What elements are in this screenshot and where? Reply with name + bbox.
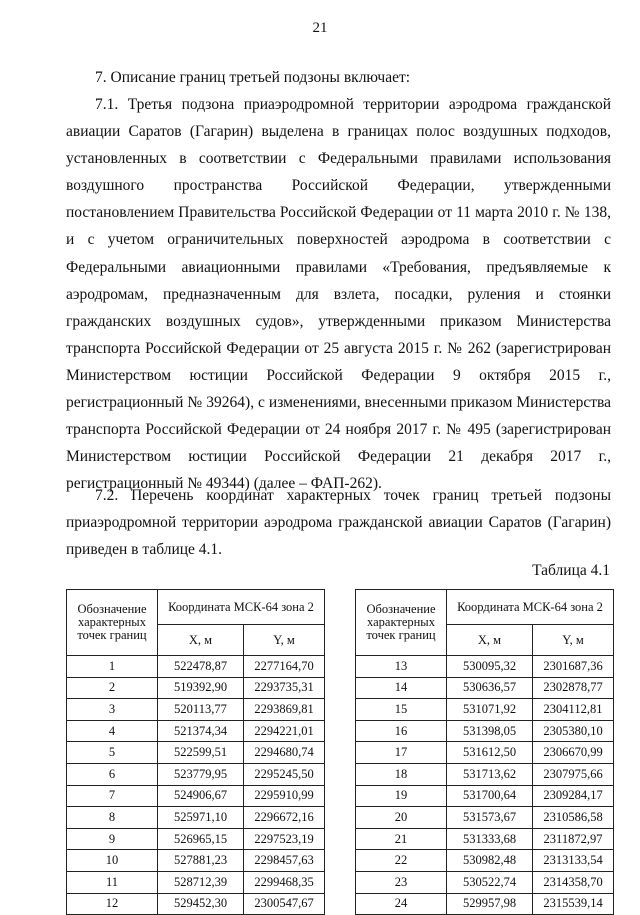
cell-point-number: 14 xyxy=(356,677,447,699)
cell-point-number: 3 xyxy=(67,699,158,721)
cell-y: 2307975,66 xyxy=(533,763,614,785)
table-row xyxy=(356,785,614,807)
cell-y: 2294221,01 xyxy=(244,720,325,742)
cell-y: 2315539,14 xyxy=(533,893,614,915)
cell-y: 2297523,19 xyxy=(244,828,325,850)
cell-point-number: 10 xyxy=(67,850,158,872)
table-row xyxy=(67,677,325,699)
table-row xyxy=(67,720,325,742)
cell-x: 529957,98 xyxy=(447,893,533,915)
cell-x: 527881,23 xyxy=(158,850,244,872)
cell-point-number: 5 xyxy=(67,742,158,764)
table-row xyxy=(356,807,614,829)
cell-point-number: 13 xyxy=(356,656,447,678)
cell-y: 2293869,81 xyxy=(244,699,325,721)
cell-y: 2295245,50 xyxy=(244,763,325,785)
cell-x: 526965,15 xyxy=(158,828,244,850)
table-row xyxy=(67,828,325,850)
table-row xyxy=(356,699,614,721)
cell-point-number: 20 xyxy=(356,807,447,829)
table-row xyxy=(356,720,614,742)
cell-point-number: 24 xyxy=(356,893,447,915)
header-y: Y, м xyxy=(533,625,614,656)
table-row xyxy=(356,742,614,764)
cell-y: 2296672,16 xyxy=(244,807,325,829)
cell-x: 530982,48 xyxy=(447,850,533,872)
cell-y: 2277164,70 xyxy=(244,656,325,678)
cell-point-number: 2 xyxy=(67,677,158,699)
cell-y: 2295910,99 xyxy=(244,785,325,807)
cell-x: 531612,50 xyxy=(447,742,533,764)
cell-x: 531700,64 xyxy=(447,785,533,807)
table-row xyxy=(356,763,614,785)
cell-x: 525971,10 xyxy=(158,807,244,829)
table-row xyxy=(67,850,325,872)
header-x: X, м xyxy=(447,625,533,656)
cell-point-number: 15 xyxy=(356,699,447,721)
cell-point-number: 7 xyxy=(67,785,158,807)
cell-x: 522599,51 xyxy=(158,742,244,764)
section-7-heading: 7. Описание границ третьей подзоны включает: xyxy=(95,69,411,86)
table-row xyxy=(356,677,614,699)
table-row xyxy=(67,742,325,764)
cell-y: 2298457,63 xyxy=(244,850,325,872)
cell-x: 531398,05 xyxy=(447,720,533,742)
cell-y: 2293735,31 xyxy=(244,677,325,699)
header-coordinate-system: Координата МСК-64 зона 2 xyxy=(158,590,325,625)
coordinates-table-left xyxy=(66,589,325,915)
section-7-1-paragraph: 7.1. Третья подзона приаэродромной территории аэродрома гражданской авиации Саратов (Гагарин) выделена в границах полос воздушных подходов, установленных в соответствии с Федеральными правилами использования воздушного пространства Российской Федерации, утвержденными постановлением Правительства Российской Федерации от 11 марта 2010 г. № 138, и с учетом ограничительных поверхностей аэродрома в соответствии с Федеральными авиационными правилами «Требования, предъявляемые к аэродромам, предназначенным для взлета, посадки, руления и стоянки гражданских воздушных судов», утвержденными приказом Министерства транспорта Российской Федерации от 25 августа 2015 г. № 262 (зарегистрирован Министерством юстиции Российской Федерации 9 октября 2015 г., регистрационный № 39264), с изменениями, внесенными приказом Министерства транспорта Российской Федерации от 24 ноября 2017 г. № 495 (зарегистрирован Министерством юстиции Российской Федерации 21 декабря 2017 г., регистрационный № 49344) (далее – ФАП-262). xyxy=(66,96,611,493)
cell-x: 523779,95 xyxy=(158,763,244,785)
cell-x: 524906,67 xyxy=(158,785,244,807)
cell-y: 2301687,36 xyxy=(533,656,614,678)
cell-x: 530095,32 xyxy=(447,656,533,678)
cell-point-number: 17 xyxy=(356,742,447,764)
cell-y: 2306670,99 xyxy=(533,742,614,764)
cell-point-number: 9 xyxy=(67,828,158,850)
table-row xyxy=(67,785,325,807)
table-row xyxy=(67,871,325,893)
cell-x: 522478,87 xyxy=(158,656,244,678)
cell-x: 521374,34 xyxy=(158,720,244,742)
table-row xyxy=(356,656,614,678)
header-point-name: Обозначение характерных точек границ xyxy=(67,590,158,656)
cell-y: 2311872,97 xyxy=(533,828,614,850)
cell-point-number: 23 xyxy=(356,871,447,893)
table-row xyxy=(356,893,614,915)
coordinates-table-right xyxy=(355,589,614,915)
cell-x: 528712,39 xyxy=(158,871,244,893)
cell-y: 2304112,81 xyxy=(533,699,614,721)
cell-point-number: 19 xyxy=(356,785,447,807)
cell-point-number: 4 xyxy=(67,720,158,742)
table-caption: Таблица 4.1 xyxy=(532,562,610,579)
cell-x: 531333,68 xyxy=(447,828,533,850)
cell-point-number: 8 xyxy=(67,807,158,829)
cell-point-number: 6 xyxy=(67,763,158,785)
cell-x: 530522,74 xyxy=(447,871,533,893)
table-row xyxy=(356,871,614,893)
cell-point-number: 1 xyxy=(67,656,158,678)
table-row xyxy=(67,699,325,721)
cell-y: 2313133,54 xyxy=(533,850,614,872)
header-x: X, м xyxy=(158,625,244,656)
cell-y: 2300547,67 xyxy=(244,893,325,915)
page-number: 21 xyxy=(312,20,328,36)
cell-y: 2294680,74 xyxy=(244,742,325,764)
cell-point-number: 21 xyxy=(356,828,447,850)
cell-x: 529452,30 xyxy=(158,893,244,915)
cell-y: 2299468,35 xyxy=(244,871,325,893)
cell-y: 2310586,58 xyxy=(533,807,614,829)
table-row xyxy=(67,807,325,829)
cell-y: 2302878,77 xyxy=(533,677,614,699)
cell-x: 519392,90 xyxy=(158,677,244,699)
section-7-2-paragraph: 7.2. Перечень координат характерных точек границ третьей подзоны приаэродромной территории аэродрома гражданской авиации Саратов (Гагарин) приведен в таблице 4.1. xyxy=(66,487,611,559)
cell-x: 531573,67 xyxy=(447,807,533,829)
table-row xyxy=(356,828,614,850)
table-row xyxy=(67,763,325,785)
table-row xyxy=(67,656,325,678)
cell-x: 530636,57 xyxy=(447,677,533,699)
table-row xyxy=(67,893,325,915)
table-row xyxy=(356,850,614,872)
cell-point-number: 16 xyxy=(356,720,447,742)
cell-point-number: 11 xyxy=(67,871,158,893)
cell-x: 531071,92 xyxy=(447,699,533,721)
cell-point-number: 18 xyxy=(356,763,447,785)
header-coordinate-system: Координата МСК-64 зона 2 xyxy=(447,590,614,625)
cell-y: 2309284,17 xyxy=(533,785,614,807)
cell-point-number: 22 xyxy=(356,850,447,872)
header-point-name: Обозначение характерных точек границ xyxy=(356,590,447,656)
cell-x: 531713,62 xyxy=(447,763,533,785)
cell-y: 2305380,10 xyxy=(533,720,614,742)
header-y: Y, м xyxy=(244,625,325,656)
cell-y: 2314358,70 xyxy=(533,871,614,893)
cell-point-number: 12 xyxy=(67,893,158,915)
cell-x: 520113,77 xyxy=(158,699,244,721)
